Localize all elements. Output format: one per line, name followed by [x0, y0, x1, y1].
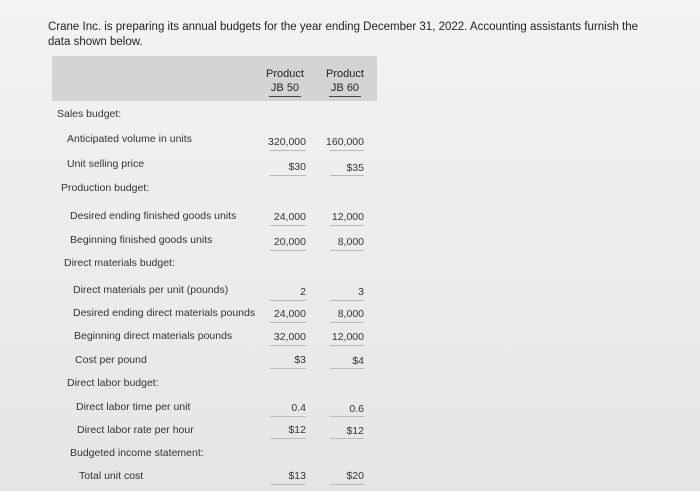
row-label-desired-ending-dm: Desired ending direct materials pounds [73, 307, 256, 319]
value-jb60-dl-rate-per-hour: $12 [346, 425, 364, 437]
column-header-jb50-line1: Product [266, 68, 304, 80]
cell-underline [330, 416, 364, 417]
row-label-beginning-finished: Beginning finished goods units [70, 234, 213, 246]
row-label-production-budget: Production budget: [61, 182, 150, 194]
column-header-jb60 [321, 67, 369, 97]
cell-underline [270, 438, 306, 439]
value-jb60-desired-ending-finished: 12,000 [331, 211, 364, 223]
cell-underline [330, 345, 364, 346]
cell-underline [330, 300, 364, 301]
cell-underline [330, 484, 364, 485]
value-jb60-desired-ending-dm: 8,000 [337, 308, 364, 320]
cell-underline [270, 484, 306, 485]
row-label-dl-rate-per-hour: Direct labor rate per hour [77, 424, 194, 436]
value-jb60-anticipated-volume: 160,000 [326, 136, 364, 148]
value-jb50-dl-time-per-unit: 0.4 [291, 402, 306, 414]
cell-underline [270, 225, 306, 226]
row-label-budgeted-income: Budgeted income statement: [70, 447, 204, 459]
cell-underline [270, 345, 306, 346]
row-label-beginning-dm: Beginning direct materials pounds [74, 330, 233, 342]
cell-underline [270, 300, 306, 301]
cell-underline [270, 250, 306, 251]
row-label-dl-time-per-unit: Direct labor time per unit [76, 401, 191, 413]
cell-underline [330, 175, 364, 176]
value-jb60-total-unit-cost: $20 [346, 470, 364, 482]
cell-underline [270, 175, 306, 176]
value-jb50-desired-ending-finished: 24,000 [273, 211, 306, 223]
intro-text: Crane Inc. is preparing its annual budgets for the year ending December 31, 2022. Accounting assistants furnish the data shown below. [48, 21, 639, 48]
row-label-dm-per-unit: Direct materials per unit (pounds) [73, 284, 229, 296]
value-jb60-unit-selling-price: $35 [346, 162, 364, 174]
cell-underline [270, 416, 306, 417]
value-jb60-dm-per-unit: 3 [358, 286, 364, 298]
cell-underline [330, 250, 364, 251]
column-header-jb60-line2: JB 60 [329, 81, 361, 97]
cell-underline [330, 225, 364, 226]
value-jb50-anticipated-volume: 320,000 [268, 136, 306, 148]
row-label-cost-per-pound: Cost per pound [75, 354, 147, 366]
value-jb50-total-unit-cost: $13 [288, 470, 306, 482]
row-label-unit-selling-price: Unit selling price [67, 158, 145, 170]
value-jb60-dl-time-per-unit: 0.6 [349, 403, 364, 415]
value-jb50-unit-selling-price: $30 [288, 161, 306, 173]
cell-underline [270, 150, 306, 151]
cell-underline [270, 368, 306, 369]
value-jb50-beginning-finished: 20,000 [273, 236, 306, 248]
value-jb50-dm-per-unit: 2 [300, 286, 306, 298]
value-jb50-cost-per-pound: $3 [294, 354, 306, 366]
row-label-sales-budget: Sales budget: [57, 108, 122, 120]
value-jb60-cost-per-pound: $4 [352, 355, 364, 367]
value-jb50-beginning-dm: 32,000 [273, 331, 306, 343]
cell-underline [270, 322, 306, 323]
cell-underline [330, 368, 364, 369]
row-label-direct-materials-budget: Direct materials budget: [64, 257, 175, 269]
value-jb60-beginning-dm: 12,000 [331, 331, 364, 343]
row-label-anticipated-volume: Anticipated volume in units [67, 133, 192, 145]
cell-underline [330, 150, 364, 151]
cell-underline [330, 322, 364, 323]
column-header-jb50 [262, 67, 308, 97]
row-label-desired-ending-finished: Desired ending finished goods units [70, 210, 237, 222]
value-jb60-beginning-finished: 8,000 [337, 236, 364, 248]
column-header-jb50-line2: JB 50 [269, 81, 301, 97]
column-header-jb60-line1: Product [326, 68, 364, 80]
row-label-total-unit-cost: Total unit cost [79, 470, 144, 482]
value-jb50-dl-rate-per-hour: $12 [288, 424, 306, 436]
value-jb50-desired-ending-dm: 24,000 [273, 308, 306, 320]
cell-underline [330, 438, 364, 439]
row-label-direct-labor-budget: Direct labor budget: [67, 377, 159, 389]
